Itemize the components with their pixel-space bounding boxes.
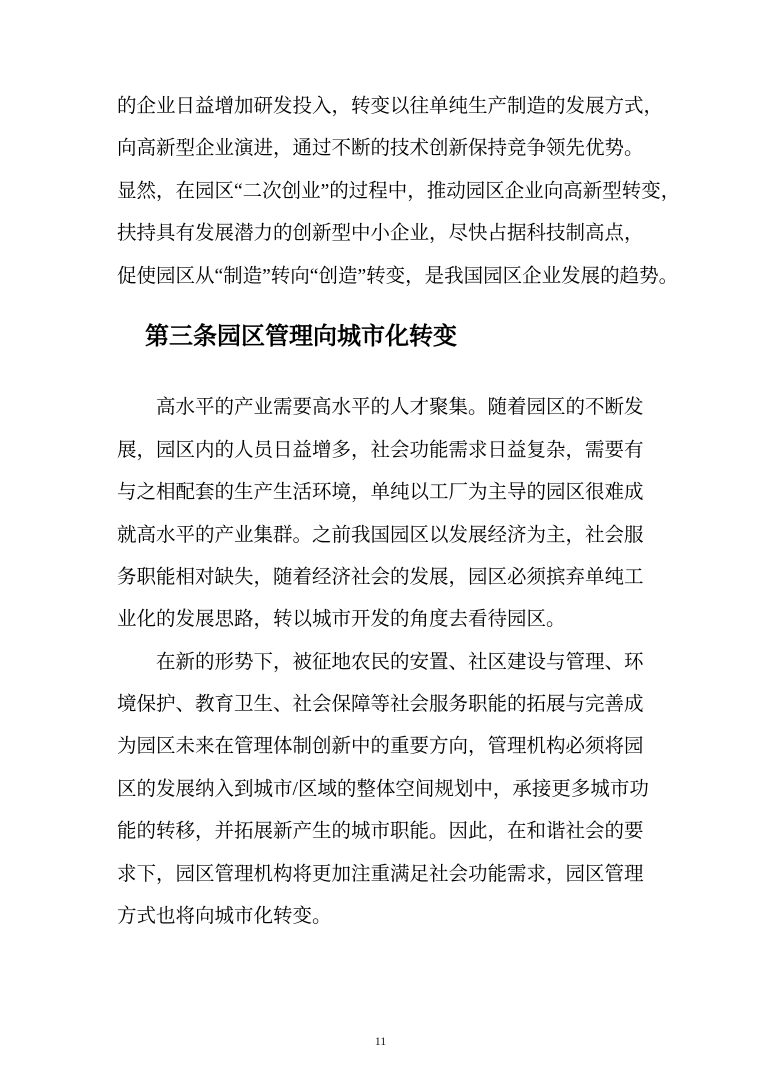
text-line: 显然，在园区“二次创业”的过程中，推动园区企业向高新型转变， [117, 180, 681, 202]
text-line: 就高水平的产业集群。之前我国园区以发展经济为主，社会服 [117, 524, 644, 546]
document-body [117, 86, 681, 938]
text-line: 与之相配套的生产生活环境，单纯以工厂为主导的园区很难成 [117, 482, 644, 504]
body-paragraph [117, 642, 650, 939]
continuation-paragraph [117, 86, 681, 298]
text-line: 的企业日益增加研发投入，转变以往单纯生产制造的发展方式， [117, 96, 664, 117]
text-line: 促使园区从“制造”转向“创造”转变，是我国园区企业发展的趋势。 [117, 265, 679, 287]
page-number: 11 [374, 1034, 387, 1048]
text-line: 展，园区内的人员日益增多，社会功能需求日益复杂，需要有 [117, 439, 644, 461]
text-line: 境保护、教育卫生、社会保障等社会服务职能的拓展与完善成 [117, 694, 644, 716]
text-line: 能的转移，并拓展新产生的城市职能。因此，在和谐社会的要 [117, 821, 644, 843]
text-line: 扶持具有发展潜力的创新型中小企业，尽快占据科技制高点， [117, 223, 644, 245]
text-line: 为园区未来在管理体制创新中的重要方向，管理机构必须将园 [117, 736, 644, 758]
text-line: 求下，园区管理机构将更加注重满足社会功能需求，园区管理 [117, 863, 644, 885]
body-paragraph [117, 387, 650, 641]
text-line: 业化的发展思路，转以城市开发的角度去看待园区。 [117, 609, 566, 631]
text-line: 区的发展纳入到城市/区域的整体空间规划中，承接更多城市功 [117, 778, 649, 800]
text-line: 高水平的产业需要高水平的人才聚集。随着园区的不断发 [156, 397, 644, 419]
text-line: 方式也将向城市化转变。 [117, 906, 332, 928]
text-line: 向高新型企业演进，通过不断的技术创新保持竞争领先优势。 [117, 138, 644, 160]
text-line: 在新的形势下，被征地农民的安置、社区建设与管理、环 [156, 651, 644, 673]
text-line: 务职能相对缺失，随着经济社会的发展，园区必须摈弃单纯工 [117, 566, 644, 588]
section-heading: 第三条园区管理向城市化转变 [145, 323, 457, 350]
